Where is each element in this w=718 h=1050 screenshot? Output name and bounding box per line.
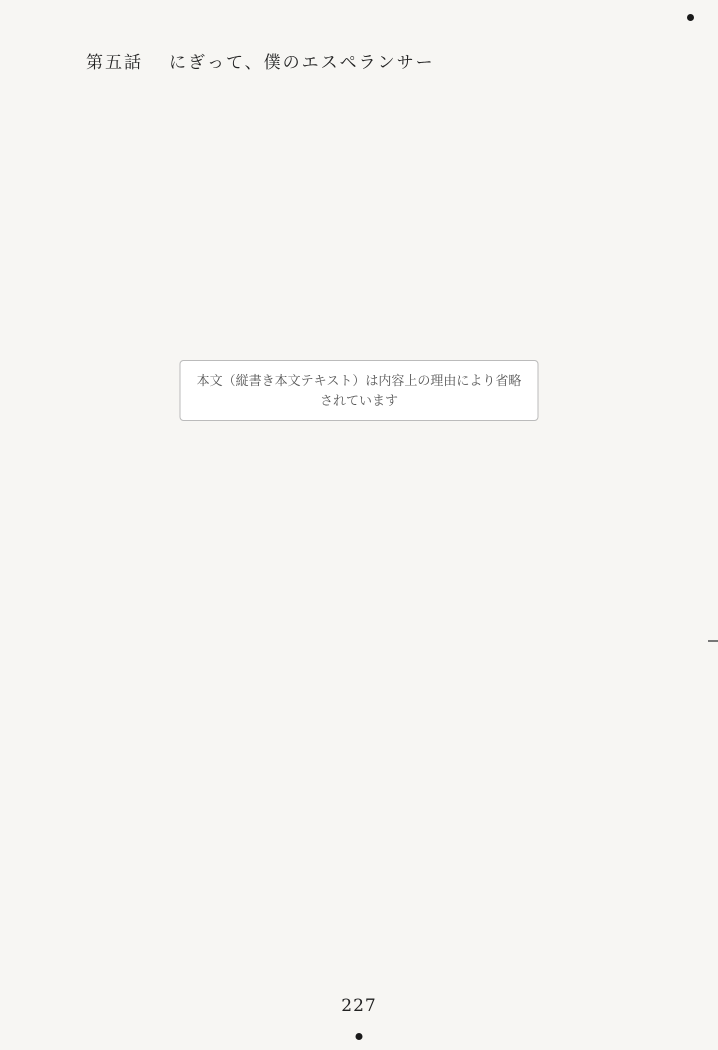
page-number: 227 <box>341 996 377 1016</box>
printers-mark-top <box>687 14 694 21</box>
chapter-label: 第五話 <box>86 53 143 73</box>
body-text-area <box>80 100 638 970</box>
chapter-title: にぎって、僕のエスペランサー <box>169 53 435 73</box>
redacted-text-columns <box>623 100 638 970</box>
redaction-notice: 本文（縦書き本文テキスト）は内容上の理由により省略されています <box>180 360 539 421</box>
edge-registration-tick <box>708 640 718 642</box>
printers-mark-bottom <box>356 1033 363 1040</box>
running-head <box>86 48 435 73</box>
